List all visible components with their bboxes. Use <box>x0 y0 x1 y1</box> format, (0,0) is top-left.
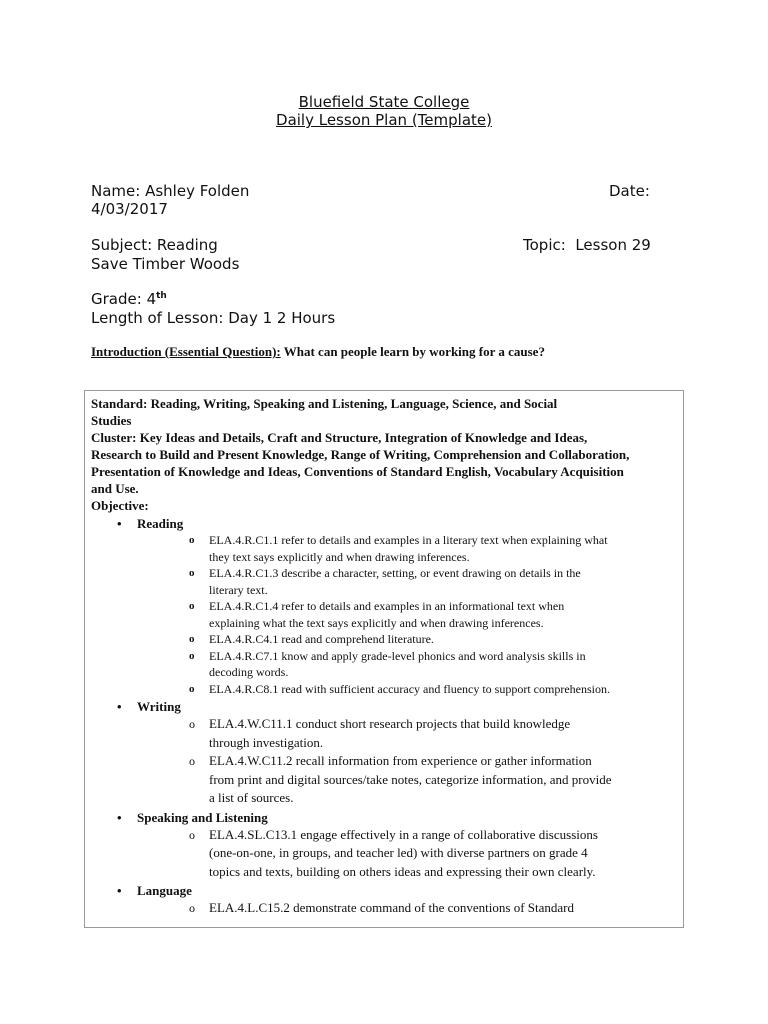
grade-field <box>91 290 167 308</box>
date-label: Date: <box>609 182 650 200</box>
objective-text-line: ELA.4.W.C11.1 conduct short research projects that build knowledge <box>209 716 571 731</box>
sub-bullet-icon: o <box>189 649 195 662</box>
topic-field <box>523 236 651 254</box>
bullet-icon: • <box>117 516 122 531</box>
objective-text-line: explaining what the text says explicitly and when drawing inferences. <box>209 615 544 630</box>
topic-label: Topic: <box>523 236 566 254</box>
section-title: Language <box>137 883 192 898</box>
bullet-icon: • <box>117 883 122 898</box>
date-value: 4/03/2017 <box>91 200 168 218</box>
objective-text-line: ELA.4.R.C4.1 read and comprehend literature. <box>209 632 434 646</box>
length-field <box>91 309 335 327</box>
topic-value: Lesson 29 <box>575 236 651 254</box>
section-language <box>91 882 675 899</box>
section-title: Writing <box>137 699 181 714</box>
name-label: Name: <box>91 182 141 200</box>
section-title: Reading <box>137 516 184 531</box>
section-reading <box>91 515 675 532</box>
objective-text-line: ELA.4.SL.C13.1 engage effectively in a range of collaborative discussions <box>209 826 598 842</box>
objective-sections <box>91 515 675 918</box>
sub-bullet-icon: o <box>189 633 195 645</box>
intro-label: Introduction (Essential Question): <box>91 344 281 359</box>
objective-item <box>91 532 675 565</box>
objective-text-line: (one-on-one, in groups, and teacher led) with diverse partners on grade 4 <box>209 845 588 860</box>
grade-value: 4 <box>146 290 157 308</box>
objective-text-line: ELA.4.R.C1.3 describe a character, setting, or event drawing on details in the <box>209 566 581 580</box>
bullet-icon: • <box>117 809 122 825</box>
objective-item <box>91 752 675 808</box>
name-value: Ashley Folden <box>145 182 250 200</box>
section-title: Speaking and Listening <box>137 809 268 825</box>
objective-text-line: literary text. <box>209 582 268 597</box>
objective-text-line: ELA.4.W.C11.2 recall information from experience or gather information <box>209 753 592 768</box>
cluster-line: Cluster: Key Ideas and Details, Craft and Structure, Integration of Knowledge and Ideas, <box>91 430 588 445</box>
objective-text-line: ELA.4.R.C7.1 know and apply grade-level phonics and word analysis skills in <box>209 648 586 663</box>
objective-label: Objective: <box>91 498 149 513</box>
standards-box <box>84 390 684 928</box>
sub-bullet-icon: o <box>189 534 195 546</box>
cluster-line: and Use. <box>91 481 139 496</box>
objective-text-line: from print and digital sources/take notes, categorize information, and provide <box>209 771 612 787</box>
objective-text-line: topics and texts, building on others ideas and expressing their own clearly. <box>209 863 596 879</box>
introduction <box>91 344 691 360</box>
sub-bullet-icon: o <box>189 717 195 731</box>
name-field <box>91 182 249 200</box>
standards-content <box>91 395 675 918</box>
objective-text-line: ELA.4.R.C1.4 refer to details and examples in an informational text when <box>209 599 565 613</box>
standard-line-1: Standard: Reading, Writing, Speaking and Listening, Language, Science, and Social <box>91 396 558 411</box>
cluster-line: Presentation of Knowledge and Ideas, Conventions of Standard English, Vocabulary Acquisition <box>91 464 624 479</box>
document-title: Daily Lesson Plan (Template) <box>276 111 492 129</box>
objective-item <box>91 715 675 752</box>
sub-bullet-icon: o <box>189 682 195 695</box>
grade-suffix: th <box>156 291 167 301</box>
objective-item <box>91 899 675 918</box>
objective-item <box>91 826 675 882</box>
objective-text-line: ELA.4.R.C1.1 refer to details and examples in a literary text when explaining what <box>209 533 608 547</box>
objective-text-line: decoding words. <box>209 665 289 679</box>
sub-bullet-icon: o <box>189 754 195 768</box>
cluster-line: Research to Build and Present Knowledge, Range of Writing, Comprehension and Collaboration, <box>91 447 630 462</box>
objective-text-line: through investigation. <box>209 734 324 750</box>
sub-bullet-icon: o <box>189 901 195 915</box>
objective-item <box>91 648 675 681</box>
length-value: Day 1 2 Hours <box>228 309 336 327</box>
objective-text-line: they text says explicitly and when drawing inferences. <box>209 549 470 564</box>
sub-bullet-icon: o <box>189 567 195 579</box>
objective-text-line: a list of sources. <box>209 790 294 805</box>
sub-bullet-icon: o <box>189 827 195 842</box>
objective-item <box>91 681 675 698</box>
essential-question: What can people learn by working for a cause? <box>283 344 545 359</box>
objective-text-line: ELA.4.L.C15.2 demonstrate command of the conventions of Standard <box>209 900 575 915</box>
length-label: Length of Lesson: <box>91 309 224 327</box>
college-name: Bluefield State College <box>298 93 470 111</box>
objective-item <box>91 631 675 648</box>
subject-field <box>91 236 218 254</box>
bullet-icon: • <box>117 699 122 714</box>
grade-label: Grade: <box>91 290 142 308</box>
section-writing <box>91 698 675 715</box>
subject-value: Reading <box>156 236 218 254</box>
topic-continued: Save Timber Woods <box>91 255 240 273</box>
objective-item <box>91 598 675 631</box>
section-speaking-and-listening <box>91 809 675 826</box>
objective-text-line: ELA.4.R.C8.1 read with sufficient accuracy and fluency to support comprehension. <box>209 681 610 696</box>
subject-label: Subject: <box>91 236 153 254</box>
standard-line-2: Studies <box>91 413 132 428</box>
sub-bullet-icon: o <box>189 600 195 612</box>
objective-item <box>91 565 675 598</box>
